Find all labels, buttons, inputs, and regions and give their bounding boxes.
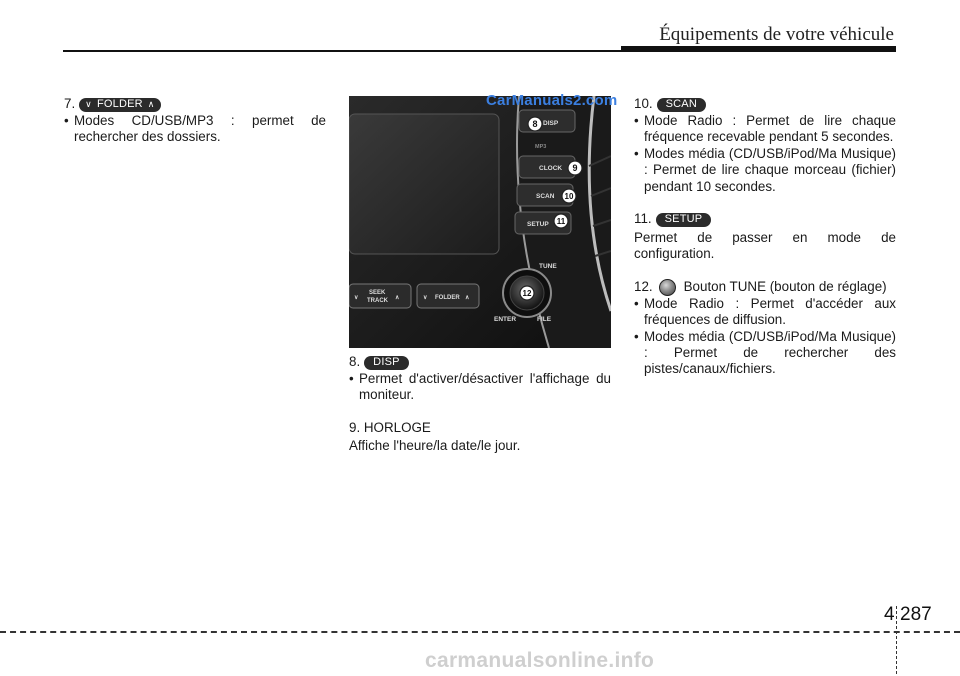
folder-photo-label: FOLDER: [435, 295, 460, 301]
svg-text:∧: ∧: [465, 295, 470, 301]
item-10-heading: [634, 96, 896, 113]
item-7-number: 7.: [64, 96, 76, 112]
item-12-heading: [634, 279, 896, 296]
item-12-text: Bouton TUNE (bouton de réglage): [683, 278, 887, 294]
item-10-bullet-media: • Modes média (CD/USB/iPod/Ma Musique) : Permet de lire chaque morceau (fichier) pendant 10 secondes.: [634, 145, 896, 194]
page-number: 287: [900, 604, 932, 625]
disp-label: DISP: [373, 356, 400, 369]
item-10-bullet-radio: • Mode Radio : Permet de lire chaque fréquence recevable pendant 5 secondes.: [634, 113, 896, 145]
setup-button-icon: [656, 213, 712, 227]
svg-text:∨: ∨: [423, 295, 428, 301]
disp-button-icon: [364, 356, 408, 370]
item-12-bullet-radio: • Mode Radio : Permet d'accéder aux fréquences de diffusion.: [634, 295, 896, 328]
column-middle: [349, 354, 611, 455]
scan-photo-label: SCAN: [536, 193, 555, 200]
callout-12: 12: [522, 289, 532, 298]
callout-10: 10: [564, 192, 574, 201]
item-11-heading: [634, 211, 896, 228]
svg-text:∨: ∨: [354, 295, 359, 301]
clock-photo-label: CLOCK: [539, 165, 563, 172]
scan-label: SCAN: [665, 98, 697, 111]
header-rule: [63, 50, 621, 52]
track-photo-label: TRACK: [367, 298, 388, 304]
page-header-title: Équipements de votre véhicule: [659, 24, 894, 45]
scan-button-icon: [657, 98, 706, 112]
watermark-carmanuals: CarManuals2.com: [486, 92, 618, 109]
disp-photo-label: DISP: [543, 120, 559, 127]
svg-text:∧: ∧: [395, 295, 400, 301]
column-left: [64, 96, 326, 146]
item-9-heading: 9. HORLOGE: [349, 419, 431, 435]
chevron-up-icon: ∧: [147, 99, 155, 110]
enter-photo-label: ENTER: [494, 316, 517, 323]
item-8-heading: [349, 354, 611, 371]
item-12-bullet-media: • Modes média (CD/USB/iPod/Ma Musique) : Permet de rechercher des pistes/canaux/fichiers.: [634, 328, 896, 377]
header-rule-tab: [621, 46, 896, 52]
tune-photo-label: TUNE: [539, 263, 557, 270]
folder-label: FOLDER: [96, 98, 143, 111]
callout-9: 9: [572, 163, 578, 173]
setup-photo-label: SETUP: [527, 221, 549, 228]
item-9-text: Affiche l'heure/la date/le jour.: [349, 438, 521, 454]
audio-unit-photo: [349, 96, 611, 348]
tune-knob-icon: [659, 279, 676, 296]
item-7-bullet: • Modes CD/USB/MP3 : permet de rechercher des dossiers.: [64, 113, 326, 145]
page-number-separator: [896, 606, 897, 674]
callout-8: 8: [532, 119, 538, 129]
footer-watermark: carmanualsonline.info: [425, 649, 655, 672]
item-10-number: 10.: [634, 96, 653, 112]
chevron-down-icon: ∨: [85, 99, 92, 110]
item-8-bullet: • Permet d'activer/désactiver l'affichage du moniteur.: [349, 371, 611, 403]
item-8-number: 8.: [349, 354, 361, 370]
column-right: [634, 96, 896, 378]
setup-label: SETUP: [664, 213, 703, 226]
folder-button-icon: [79, 98, 160, 112]
chapter-number: 4: [884, 604, 895, 625]
item-7-heading: [64, 96, 326, 113]
item-12-number: 12.: [634, 278, 653, 294]
callout-11: 11: [556, 217, 566, 226]
item-11-text: Permet de passer en mode de configuration.: [634, 230, 896, 262]
footer-rule: [0, 631, 960, 633]
mp3-photo-label: MP3: [535, 144, 547, 150]
item-11-number: 11.: [634, 211, 652, 227]
file-photo-label: FILE: [537, 316, 552, 323]
seek-photo-label: SEEK: [369, 290, 386, 296]
